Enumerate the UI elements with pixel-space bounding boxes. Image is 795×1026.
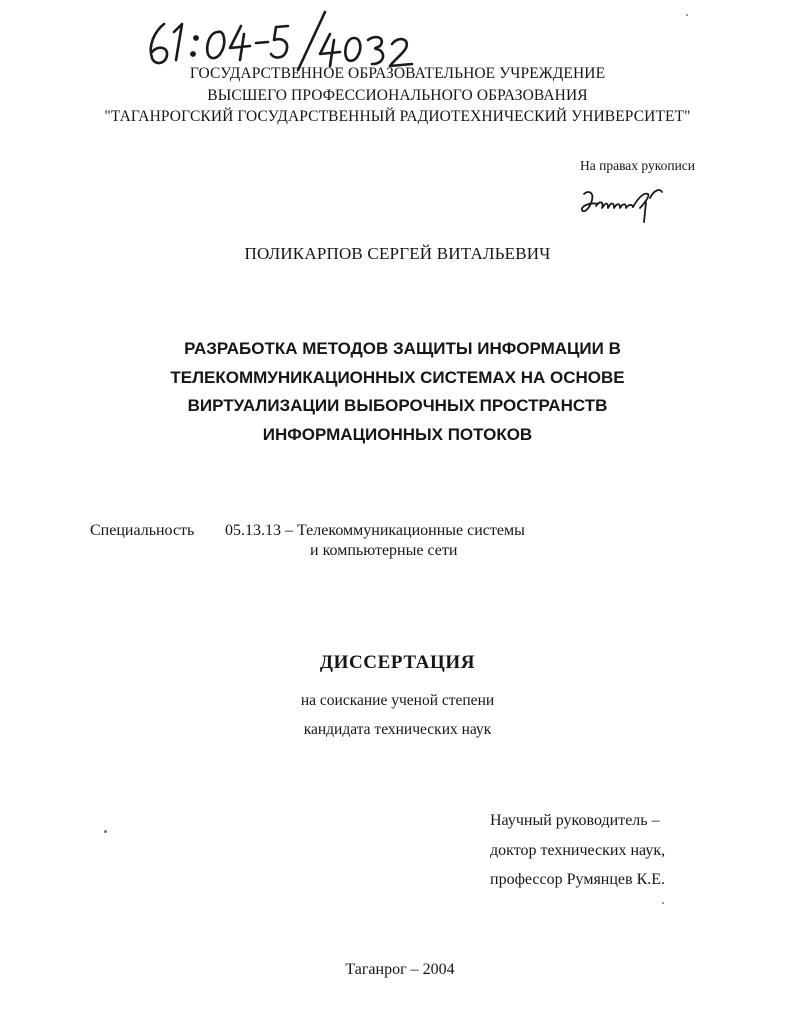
supervisor-line-3: профессор Румянцев К.Е.: [490, 871, 666, 888]
title-line-1: РАЗРАБОТКА МЕТОДОВ ЗАЩИТЫ ИНФОРМАЦИИ В: [184, 339, 621, 358]
dissertation-heading: ДИССЕРТАЦИЯ: [319, 652, 476, 673]
supervisor-block: [490, 806, 665, 895]
supervisor-line-2: доктор технических наук,: [490, 841, 666, 859]
institution-line-2: ВЫСШЕГО ПРОФЕССИОНАЛЬНОГО ОБРАЗОВАНИЯ: [207, 86, 588, 104]
specialty-label: Специальность: [90, 522, 195, 539]
author-name: ПОЛИКАРПОВ СЕРГЕЙ ВИТАЛЬЕВИЧ: [244, 244, 551, 263]
scan-speck: [104, 830, 107, 833]
title-line-3: ВИРТУАЛИЗАЦИИ ВЫБОРОЧНЫХ ПРОСТРАНСТВ: [187, 396, 608, 415]
specialty-name-continued: и компьютерные сети: [310, 542, 458, 559]
specialty-code-name: 05.13.13 – Телекоммуникационные системы: [225, 522, 525, 539]
degree-line-1: на соискание ученой степени: [300, 692, 495, 709]
city-year: Таганрог – 2004: [345, 961, 455, 978]
institution-header: [0, 63, 795, 128]
institution-line-3: "ТАГАНРОГСКИЙ ГОСУДАРСТВЕННЫЙ РАДИОТЕХНИЧЕСКИЙ УНИВЕРСИТЕТ": [104, 108, 691, 125]
rights-note: На правах рукописи: [580, 158, 696, 173]
dissertation-title: [0, 335, 795, 449]
degree-line-2: кандидата технических наук: [303, 721, 492, 738]
scan-speck: [686, 14, 688, 16]
dissertation-block: [0, 652, 795, 744]
title-line-2: ТЕЛЕКОММУНИКАЦИОННЫХ СИСТЕМАХ НА ОСНОВЕ: [170, 367, 625, 387]
scan-speck: [662, 902, 664, 904]
supervisor-line-1: Научный руководитель –: [490, 812, 660, 829]
title-line-4: ИНФОРМАЦИОННЫХ ПОТОКОВ: [262, 424, 533, 444]
author-signature: [578, 182, 668, 226]
institution-line-1: ГОСУДАРСТВЕННОЕ ОБРАЗОВАТЕЛЬНОЕ УЧРЕЖДЕНИЕ: [189, 65, 606, 82]
